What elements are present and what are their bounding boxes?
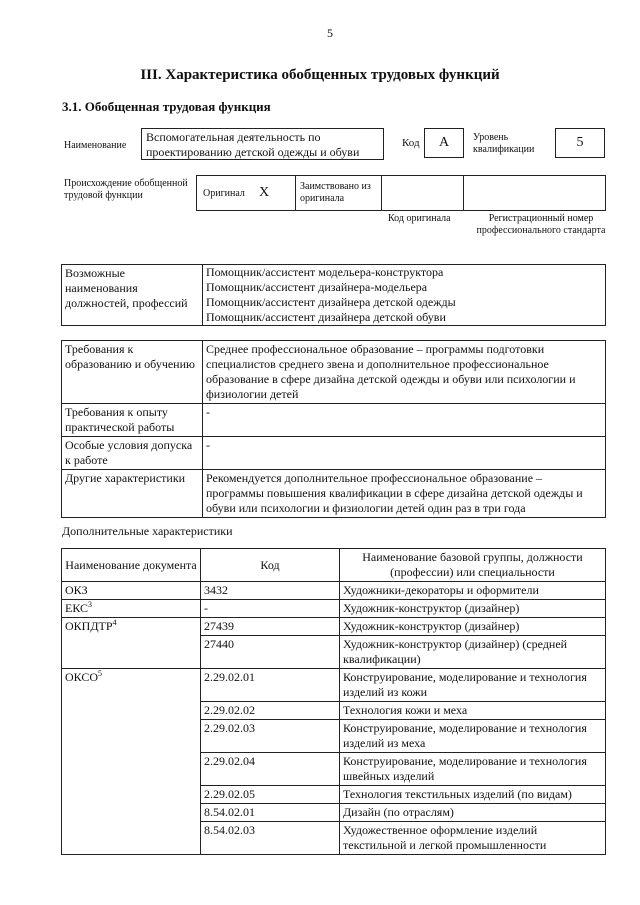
doc-name: ОКСО xyxy=(65,670,99,684)
positions-table xyxy=(61,264,606,326)
row-code: 27439 xyxy=(201,618,340,636)
level-value: 5 xyxy=(555,128,605,158)
req-conditions-label: Особые условия допуска к работе xyxy=(62,437,203,470)
footnote-mark: 4 xyxy=(112,618,117,627)
code-value: А xyxy=(424,128,464,158)
page-number: 5 xyxy=(327,26,333,40)
req-education-label: Требования к образованию и обучению xyxy=(62,341,203,404)
row-code: 3432 xyxy=(201,582,340,600)
row-code: 2.29.02.01 xyxy=(201,669,340,702)
doc-name: ОКПДТР xyxy=(65,619,113,633)
row-name: Технология кожи и меха xyxy=(340,702,606,720)
additional-title: Дополнительные характеристики xyxy=(62,524,233,538)
req-education-value: Среднее профессиональное образование – программы подготовки специалистов среднего звена и дополнительное профессиональное образование в сфере дизайна детской одежды и обуви или психологии и физиологии детей xyxy=(203,341,606,404)
row-name: Конструирование, моделирование и технология швейных изделий xyxy=(340,753,606,786)
original-label: Оригинал xyxy=(203,188,245,199)
original-mark: Х xyxy=(259,185,270,200)
positions-label: Возможные наименования должностей, профессий xyxy=(62,265,203,326)
code-label: Код xyxy=(402,137,420,149)
section-title: III. Характеристика обобщенных трудовых функций xyxy=(140,67,500,83)
row-code: 2.29.02.05 xyxy=(201,786,340,804)
position-item: Помощник/ассистент дизайнера-модельера xyxy=(206,280,428,294)
origin-table xyxy=(196,175,606,211)
subsection-title: 3.1. Обобщенная трудовая функция xyxy=(62,99,271,114)
row-name: Художники-декораторы и оформители xyxy=(340,582,606,600)
position-item: Помощник/ассистент дизайнера детской обуви xyxy=(206,310,446,324)
row-name: Художественное оформление изделий текстильной и легкой промышленности xyxy=(340,822,606,855)
requirements-table xyxy=(61,340,606,518)
req-conditions-value: - xyxy=(203,437,606,470)
row-code: 2.29.02.03 xyxy=(201,720,340,753)
doc-name: ОКЗ xyxy=(65,583,88,597)
header-code: Код xyxy=(201,549,340,582)
req-other-label: Другие характеристики xyxy=(62,470,203,518)
row-code: 8.54.02.03 xyxy=(201,822,340,855)
origin-label: Происхождение обобщенной трудовой функции xyxy=(64,178,188,201)
reg-number-caption: Регистрационный номер профессионального стандарта xyxy=(476,213,606,236)
doc-name: ЕКС xyxy=(65,601,89,615)
code-original-caption: Код оригинала xyxy=(388,213,451,224)
row-code: 2.29.02.02 xyxy=(201,702,340,720)
row-name: Дизайн (по отраслям) xyxy=(340,804,606,822)
position-item: Помощник/ассистент модельера-конструктора xyxy=(206,265,444,279)
row-code: 2.29.02.04 xyxy=(201,753,340,786)
req-other-value: Рекомендуется дополнительное профессиональное образование – программы повышения квалификации в сфере дизайна детской одежды и обуви или психологии и физиологии детей один раз в три года xyxy=(203,470,606,518)
row-code: 8.54.02.01 xyxy=(201,804,340,822)
row-name: Художник-конструктор (дизайнер) xyxy=(340,618,606,636)
row-code: 27440 xyxy=(201,636,340,669)
row-name: Конструирование, моделирование и технология изделий из кожи xyxy=(340,669,606,702)
req-experience-label: Требования к опыту практической работы xyxy=(62,404,203,437)
row-name: Конструирование, моделирование и технология изделий из меха xyxy=(340,720,606,753)
header-name: Наименование базовой группы, должности (профессии) или специальности xyxy=(340,549,606,582)
position-item: Помощник/ассистент дизайнера детской одежды xyxy=(206,295,456,309)
name-value: Вспомогательная деятельность по проектированию детской одежды и обуви xyxy=(141,128,384,160)
row-name: Художник-конструктор (дизайнер) (средней квалификации) xyxy=(340,636,606,669)
row-name: Художник-конструктор (дизайнер) xyxy=(340,600,606,618)
row-name: Технология текстильных изделий (по видам) xyxy=(340,786,606,804)
row-code: - xyxy=(201,600,340,618)
additional-table xyxy=(61,548,606,855)
level-label: Уровень квалификации xyxy=(473,132,535,155)
borrowed-label: Заимствовано из оригинала xyxy=(300,181,371,204)
header-document: Наименование документа xyxy=(62,549,201,582)
req-experience-value: - xyxy=(203,404,606,437)
name-label: Наименование xyxy=(64,140,127,151)
footnote-mark: 3 xyxy=(88,600,93,609)
footnote-mark: 5 xyxy=(98,669,103,678)
